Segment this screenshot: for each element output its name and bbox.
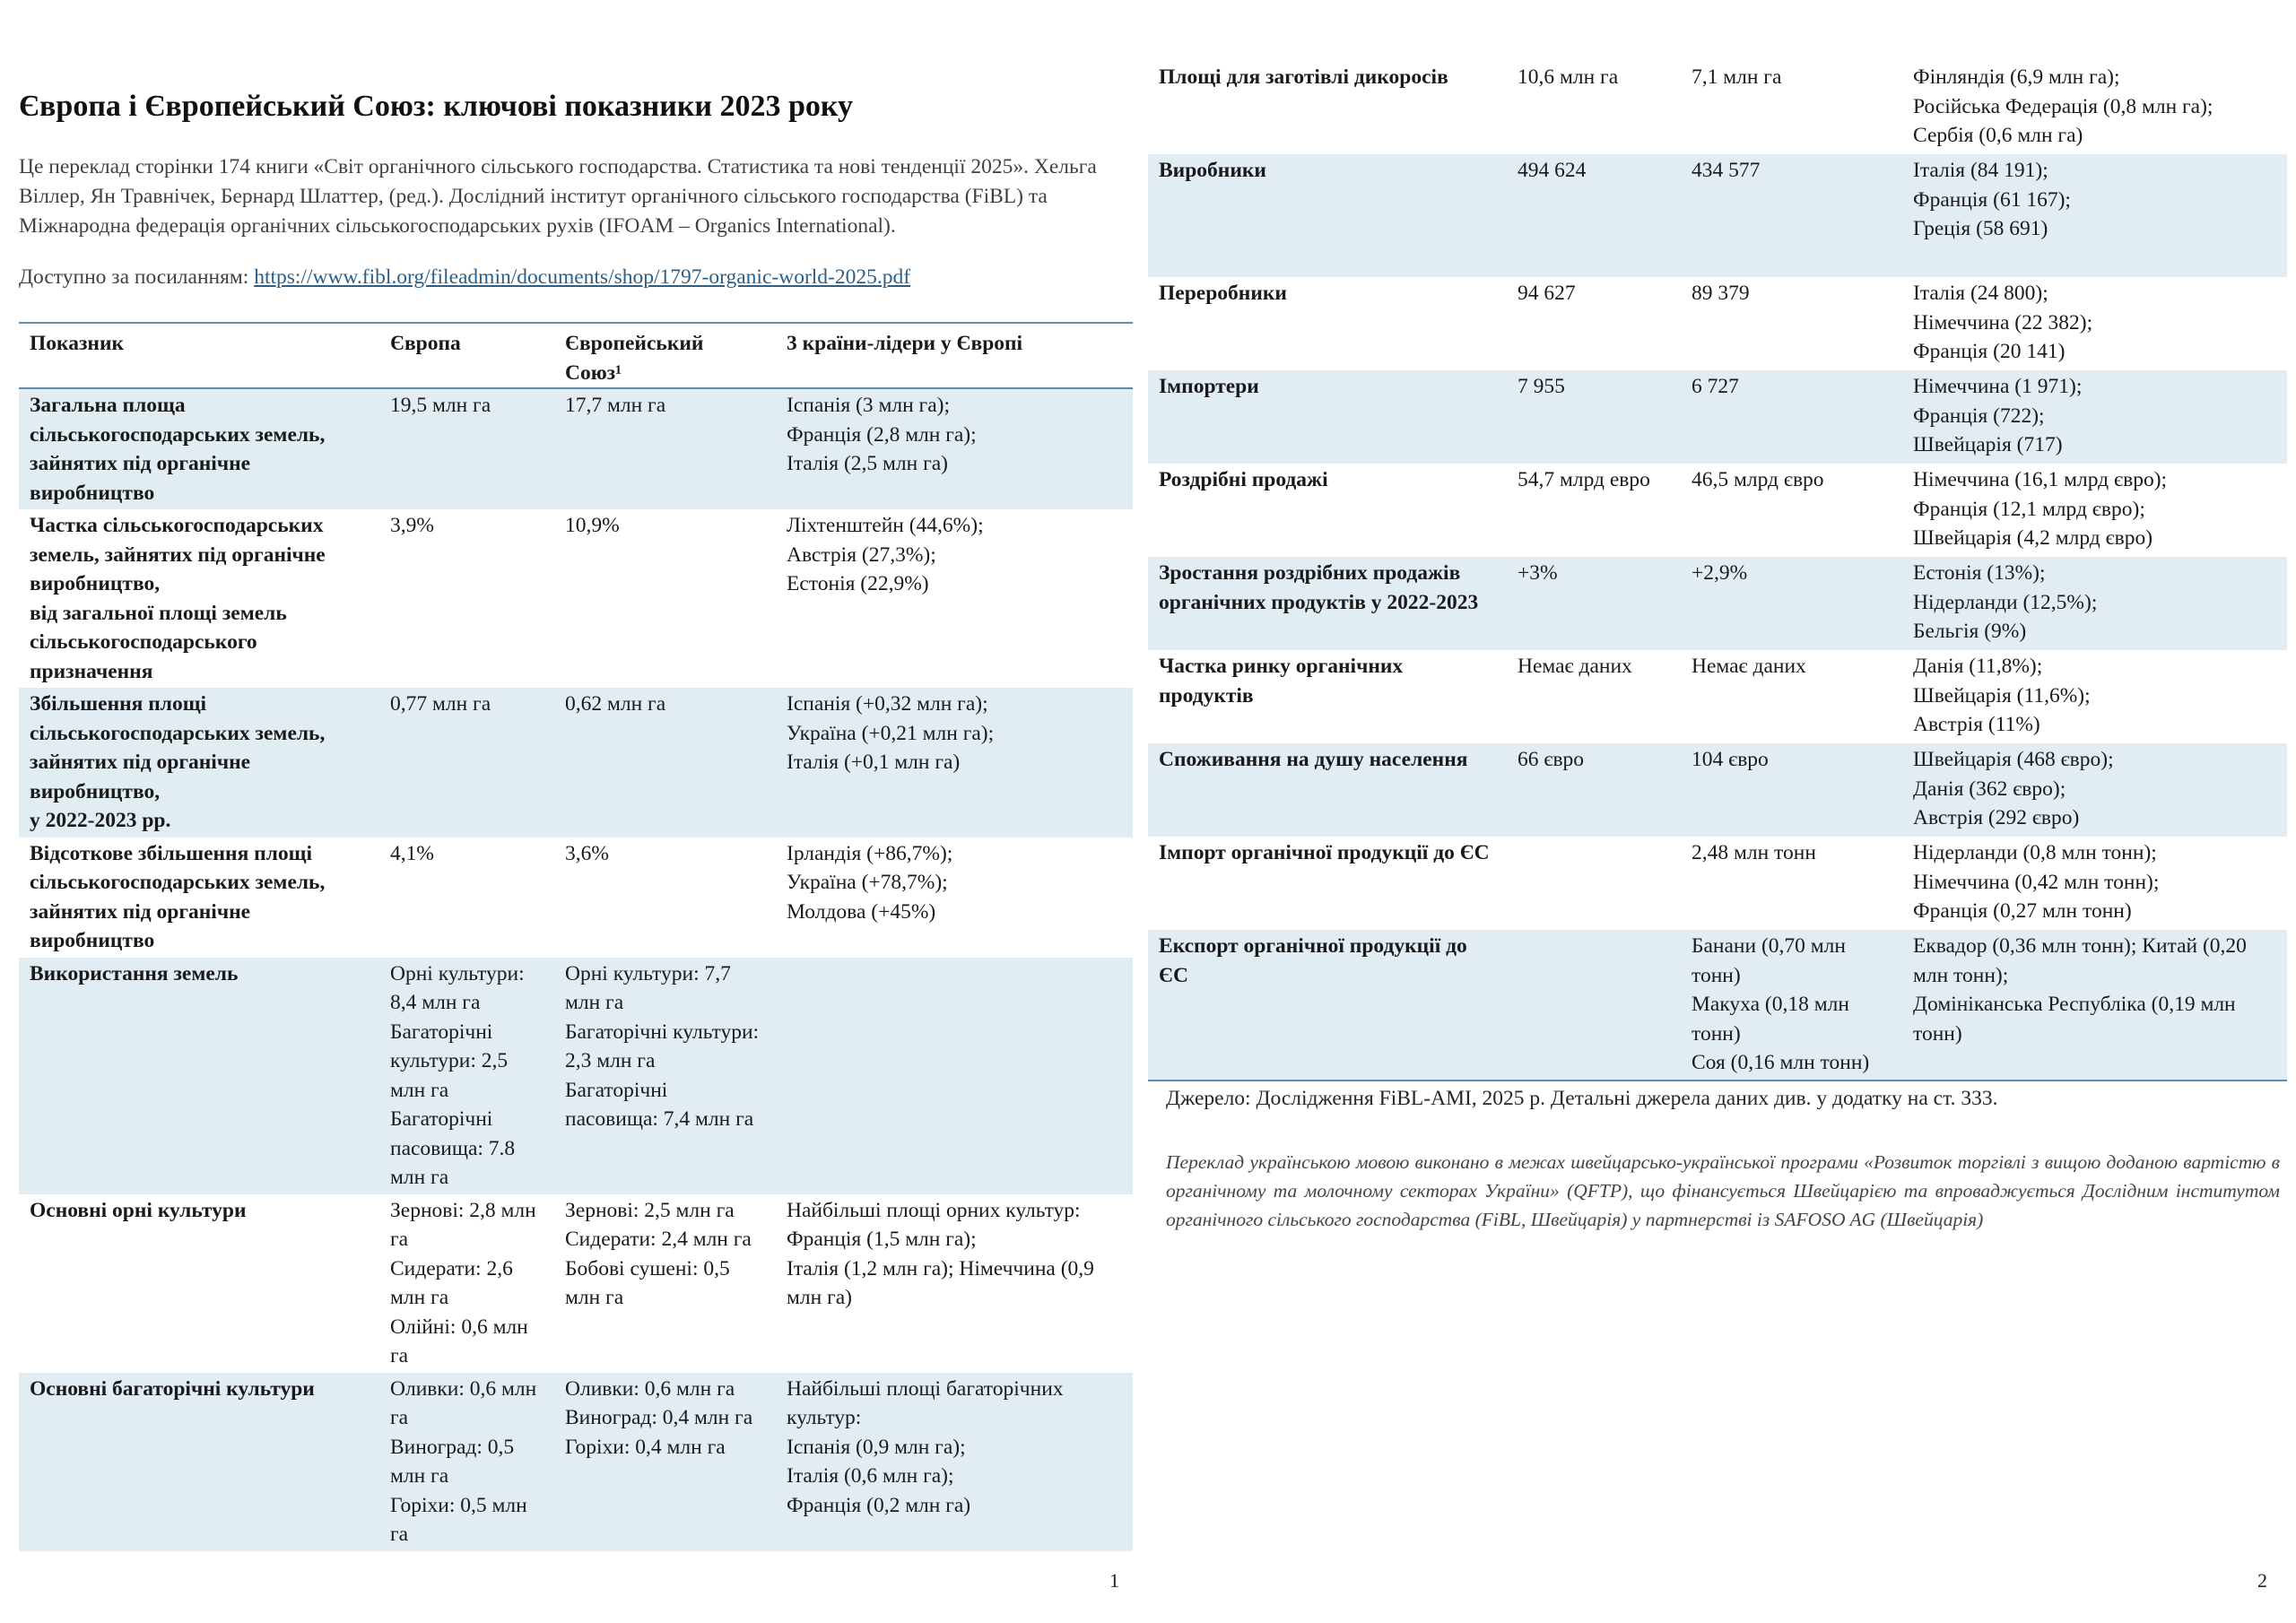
table-row	[1148, 277, 2287, 370]
cell-europe: Орні культури: 8,4 млн га Багаторічні культури: 2,5 млн га Багаторічні пасовища: 7.8 млн га	[379, 958, 554, 1194]
cell-eu: +2,9%	[1681, 557, 1902, 650]
cell-leaders: Нідерланди (0,8 млн тонн); Німеччина (0,42 млн тонн); Франція (0,27 млн тонн)	[1913, 841, 2160, 923]
cell-leaders: Найбільші площі багаторічних культур: Іспанія (0,9 млн га); Італія (0,6 млн га); Франція (0,2 млн га)	[776, 1373, 1133, 1551]
cell-leaders: Найбільші площі орних культур: Франція (1,5 млн га); Італія (1,2 млн га); Німеччина (0,9 млн га)	[787, 1198, 1094, 1309]
cell-eu: 6 727	[1681, 370, 1902, 464]
translation-note: Переклад українською мовою виконано в межах швейцарсько-української програми «Розвиток торгівлі з вищою доданою вартістю в органічному та молочному секторах України» (QFTP), що фінансується Швейцарією та впроваджується Дослідним інститутом органічного сільського господарства (FiBL, Швейцарія) у партнерстві із SAFOSO AG (Швейцарія)	[1166, 1151, 2280, 1230]
table-row	[1148, 650, 2287, 743]
cell-europe: Зернові: 2,8 млн га Сидерати: 2,6 млн га Олійні: 0,6 млн га	[390, 1198, 536, 1367]
cell-europe: 54,7 млрд евро	[1518, 468, 1650, 491]
cell-eu: 0,62 млн га	[554, 688, 776, 838]
cell-eu: Зернові: 2,5 млн га Сидерати: 2,4 млн га Бобові сушені: 0,5 млн га	[565, 1198, 752, 1309]
table-row	[1148, 61, 2287, 154]
cell-indicator: Переробники	[1159, 282, 1287, 305]
table-row	[1148, 464, 2287, 557]
table-row	[1148, 557, 2287, 650]
cell-leaders: Ліхтенштейн (44,6%); Австрія (27,3%); Естонія (22,9%)	[787, 514, 984, 595]
header-europe: Європа	[390, 332, 461, 355]
source-note: Джерело: Дослідження FiBL-AMI, 2025 р. Детальні джерела даних див. у додатку на ст. 333.	[1166, 1087, 1998, 1110]
cell-europe: Оливки: 0,6 млн га Виноград: 0,5 млн га Горіхи: 0,5 млн га	[379, 1373, 554, 1551]
cell-europe: Немає даних	[1518, 655, 1632, 678]
cell-europe: 66 євро	[1507, 743, 1681, 837]
page-2	[1148, 0, 2296, 1623]
table-body	[1148, 61, 2287, 1081]
cell-eu: 104 євро	[1681, 743, 1902, 837]
cell-europe	[1507, 837, 1681, 930]
cell-europe: 494 624	[1507, 154, 1681, 277]
cell-leaders: Естонія (13%); Нідерланди (12,5%); Бельгія (9%)	[1902, 557, 2287, 650]
cell-leaders	[776, 958, 1133, 1194]
cell-indicator: Зростання роздрібних продажів органічних продуктів у 2022-2023	[1148, 557, 1507, 650]
header-indicator: Показник	[30, 332, 125, 355]
table-row	[19, 1194, 1133, 1373]
indicators-table-page1	[19, 322, 1133, 1551]
cell-europe: +3%	[1507, 557, 1681, 650]
table-body	[19, 388, 1133, 1551]
cell-eu: Орні культури: 7,7 млн га Багаторічні культури: 2,3 млн га Багаторічні пасовища: 7,4 млн га	[554, 958, 776, 1194]
cell-indicator: Використання земель	[19, 958, 379, 1194]
cell-eu: 89 379	[1692, 282, 1750, 305]
cell-leaders: Німеччина (16,1 млрд євро); Франція (12,1 млрд євро); Швейцарія (4,2 млрд євро)	[1913, 468, 2168, 550]
cell-indicator: Основні багаторічні культури	[19, 1373, 379, 1551]
source-link-line	[19, 265, 910, 290]
cell-europe: 0,77 млн га	[379, 688, 554, 838]
cell-leaders: Іспанія (+0,32 млн га); Україна (+0,21 млн га); Італія (+0,1 млн га)	[776, 688, 1133, 838]
cell-eu: 2,48 млн тонн	[1692, 841, 1816, 864]
cell-indicator: Імпорт органічної продукції до ЄС	[1159, 841, 1490, 864]
cell-indicator: Споживання на душу населення	[1148, 743, 1507, 837]
cell-leaders: Еквадор (0,36 млн тонн); Китай (0,20 млн тонн); Домініканська Республіка (0,19 млн тонн)	[1902, 930, 2287, 1081]
page-number: 1	[1109, 1569, 1119, 1592]
table-row	[1148, 837, 2287, 930]
source-link[interactable]: https://www.fibl.org/fileadmin/documents/shop/1797-organic-world-2025.pdf	[254, 265, 911, 289]
header-leaders: 3 країни-лідери у Європі	[787, 332, 1023, 355]
cell-europe	[1507, 930, 1681, 1081]
table-row	[19, 688, 1133, 838]
cell-indicator: Експорт органічної продукції до ЄС	[1148, 930, 1507, 1081]
cell-eu: 17,7 млн га	[554, 388, 776, 509]
cell-eu: 3,6%	[565, 841, 609, 865]
cell-indicator: Відсоткове збільшення площі сільськогосподарських земель, зайнятих під органічне виробництво	[30, 841, 326, 952]
cell-indicator: Основні орні культури	[30, 1198, 247, 1222]
cell-europe: 7 955	[1507, 370, 1681, 464]
cell-europe: 94 627	[1518, 282, 1576, 305]
table-row	[1148, 370, 2287, 464]
cell-eu: Банани (0,70 млн тонн) Макуха (0,18 млн тонн) Соя (0,16 млн тонн)	[1681, 930, 1902, 1081]
intro-text: Це переклад сторінки 174 книги «Світ органічного сільського господарства. Статистика та нові тенденції 2025». Хельга Віллер, Ян Травнічек, Бернард Шлаттер, (ред.). Дослідний інститут органічного сільського господарства (FiBL) та Міжнародна федерація органічних сільськогосподарських рухів (IFOAM – Organics International).	[19, 155, 1097, 238]
table-row	[1148, 743, 2287, 837]
cell-indicator: Площі для заготівлі дикоросів	[1159, 65, 1448, 89]
cell-leaders: Швейцарія (468 євро); Данія (362 євро); Австрія (292 євро)	[1902, 743, 2287, 837]
header-eu: Європейський Союз¹	[565, 332, 704, 385]
table-row	[19, 958, 1133, 1194]
cell-indicator: Загальна площа сільськогосподарських земель, зайнятих під органічне виробництво	[19, 388, 379, 509]
cell-indicator: Частка сільськогосподарських земель, зайнятих під органічне виробництво, від загальної площі земель сільськогосподарського призначення	[30, 514, 326, 683]
cell-eu: Оливки: 0,6 млн га Виноград: 0,4 млн га Горіхи: 0,4 млн га	[554, 1373, 776, 1551]
cell-indicator: Роздрібні продажі	[1159, 468, 1328, 491]
table-row	[19, 388, 1133, 509]
cell-eu: Немає даних	[1692, 655, 1806, 678]
table-row	[19, 1373, 1133, 1551]
cell-eu: 434 577	[1681, 154, 1902, 277]
table-header-row	[19, 323, 1133, 388]
page-number: 2	[2257, 1569, 2267, 1592]
cell-indicator: Виробники	[1148, 154, 1507, 277]
table-row	[1148, 930, 2287, 1081]
cell-indicator: Збільшення площі сільськогосподарських земель, зайнятих під органічне виробництво, у 2022-2023 рр.	[19, 688, 379, 838]
cell-leaders: Данія (11,8%); Швейцарія (11,6%); Австрія (11%)	[1913, 655, 2091, 736]
cell-leaders: Ірландія (+86,7%); Україна (+78,7%); Молдова (+45%)	[787, 841, 953, 924]
cell-europe: 3,9%	[390, 514, 434, 537]
cell-europe: 10,6 млн га	[1518, 65, 1619, 89]
cell-eu: 7,1 млн га	[1692, 65, 1782, 89]
cell-indicator: Частка ринку органічних продуктів	[1159, 655, 1404, 707]
table-row	[19, 509, 1133, 688]
page-title: Європа і Європейський Союз: ключові показники 2023 року	[19, 90, 854, 123]
cell-eu: 10,9%	[565, 514, 620, 537]
table-row	[1148, 154, 2287, 277]
available-label: Доступно за посиланням:	[19, 265, 249, 289]
table-row	[19, 838, 1133, 958]
cell-leaders: Італія (84 191); Франція (61 167); Греція (58 691)	[1902, 154, 2287, 277]
cell-leaders: Фінляндія (6,9 млн га); Російська Федерація (0,8 млн га); Сербія (0,6 млн га)	[1913, 65, 2213, 147]
cell-leaders: Іспанія (3 млн га); Франція (2,8 млн га); Італія (2,5 млн га)	[776, 388, 1133, 509]
cell-europe: 19,5 млн га	[379, 388, 554, 509]
indicators-table-page2	[1148, 61, 2287, 1081]
cell-europe: 4,1%	[390, 841, 434, 865]
cell-leaders: Німеччина (1 971); Франція (722); Швейцарія (717)	[1902, 370, 2287, 464]
cell-leaders: Італія (24 800); Німеччина (22 382); Франція (20 141)	[1913, 282, 2093, 363]
cell-eu: 46,5 млрд євро	[1692, 468, 1824, 491]
cell-indicator: Імпортери	[1148, 370, 1507, 464]
